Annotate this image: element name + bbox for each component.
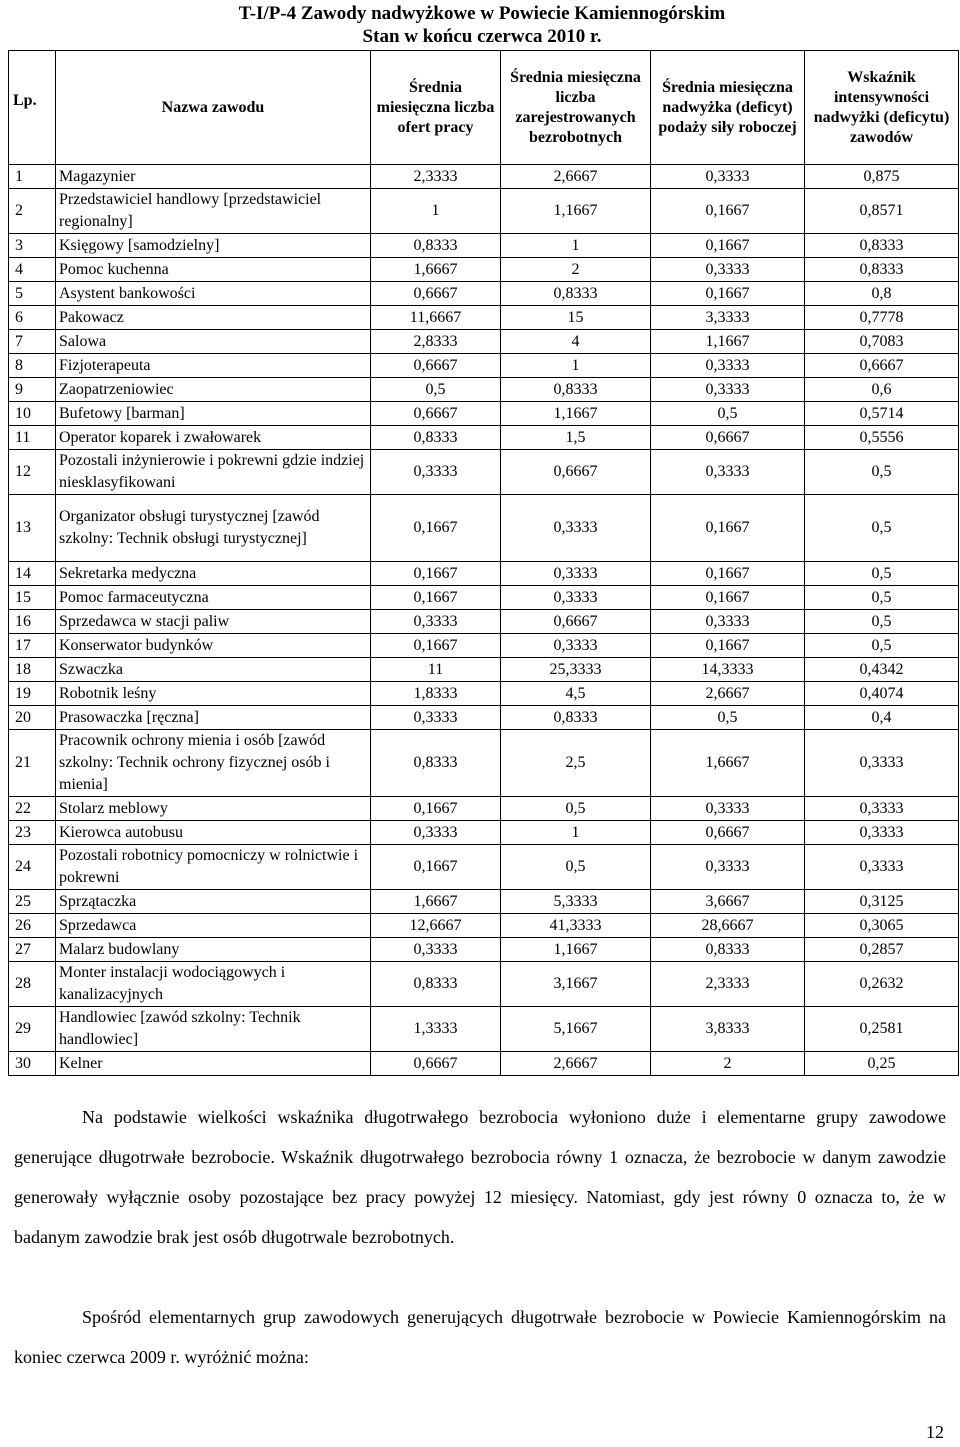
cell-registered: 41,3333 bbox=[501, 914, 651, 938]
table-row bbox=[9, 306, 959, 330]
table-row bbox=[9, 426, 959, 450]
cell-lp: 11 bbox=[9, 426, 56, 450]
paragraph-1: Na podstawie wielkości wskaźnika długotrwałego bezrobocia wyłoniono duże i elementarne grupy zawodowe generujące długotrwałe bezrobocie. Wskaźnik długotrwałego bezrobocia równy 1 oznacza, że bezrobocie w danym zawodzie generowały wyłącznie osoby pozostające bez pracy powyżej 12 miesięcy. Natomiast, gdy jest równy 0 oznacza to, że w badanym zawodzie brak jest osób długotrwale bezrobotnych. bbox=[14, 1107, 946, 1247]
cell-occupation-name: Organizator obsługi turystycznej [zawód szkolny: Technik obsługi turystycznej] bbox=[56, 495, 371, 562]
cell-occupation-name: Sprzątaczka bbox=[56, 890, 371, 914]
cell-lp: 15 bbox=[9, 586, 56, 610]
cell-surplus: 14,3333 bbox=[651, 658, 805, 682]
cell-offers: 0,3333 bbox=[371, 821, 501, 845]
cell-surplus: 1,6667 bbox=[651, 730, 805, 797]
cell-offers: 2,3333 bbox=[371, 165, 501, 189]
cell-occupation-name: Robotnik leśny bbox=[56, 682, 371, 706]
cell-surplus: 0,5 bbox=[651, 402, 805, 426]
cell-index: 0,5 bbox=[805, 586, 959, 610]
table-row bbox=[9, 378, 959, 402]
table-row bbox=[9, 258, 959, 282]
cell-occupation-name: Asystent bankowości bbox=[56, 282, 371, 306]
cell-lp: 18 bbox=[9, 658, 56, 682]
cell-offers: 11,6667 bbox=[371, 306, 501, 330]
cell-occupation-name: Pomoc kuchenna bbox=[56, 258, 371, 282]
cell-surplus: 3,6667 bbox=[651, 890, 805, 914]
cell-occupation-name: Pakowacz bbox=[56, 306, 371, 330]
cell-surplus: 2,6667 bbox=[651, 682, 805, 706]
table-row bbox=[9, 495, 959, 562]
cell-offers: 2,8333 bbox=[371, 330, 501, 354]
table-row bbox=[9, 586, 959, 610]
cell-registered: 0,8333 bbox=[501, 282, 651, 306]
cell-occupation-name: Pracownik ochrony mienia i osób [zawód szkolny: Technik ochrony fizycznej osób i mienia] bbox=[56, 730, 371, 797]
cell-occupation-name: Malarz budowlany bbox=[56, 938, 371, 962]
cell-offers: 1,6667 bbox=[371, 258, 501, 282]
cell-lp: 29 bbox=[9, 1007, 56, 1052]
cell-occupation-name: Operator koparek i zwałowarek bbox=[56, 426, 371, 450]
table-row bbox=[9, 962, 959, 1007]
cell-lp: 30 bbox=[9, 1052, 56, 1076]
cell-index: 0,875 bbox=[805, 165, 959, 189]
table-header-row bbox=[9, 51, 959, 165]
header-index: Wskaźnik intensywności nadwyżki (deficytu) zawodów bbox=[805, 51, 959, 165]
header-registered: Średnia miesięczna liczba zarejestrowanych bezrobotnych bbox=[501, 51, 651, 165]
cell-occupation-name: Magazynier bbox=[56, 165, 371, 189]
cell-index: 0,6667 bbox=[805, 354, 959, 378]
cell-offers: 0,1667 bbox=[371, 634, 501, 658]
cell-index: 0,8333 bbox=[805, 258, 959, 282]
cell-surplus: 1,1667 bbox=[651, 330, 805, 354]
cell-surplus: 3,3333 bbox=[651, 306, 805, 330]
cell-registered: 0,6667 bbox=[501, 450, 651, 495]
cell-registered: 3,1667 bbox=[501, 962, 651, 1007]
table-row bbox=[9, 845, 959, 890]
table-row bbox=[9, 658, 959, 682]
cell-occupation-name: Pozostali inżynierowie i pokrewni gdzie indziej niesklasyfikowani bbox=[56, 450, 371, 495]
title-line-1: T-I/P-4 Zawody nadwyżkowe w Powiecie Kamiennogórskim bbox=[238, 3, 726, 24]
cell-lp: 12 bbox=[9, 450, 56, 495]
table-row bbox=[9, 682, 959, 706]
cell-lp: 10 bbox=[9, 402, 56, 426]
table-row bbox=[9, 1052, 959, 1076]
cell-offers: 0,5 bbox=[371, 378, 501, 402]
cell-index: 0,3333 bbox=[805, 845, 959, 890]
cell-lp: 16 bbox=[9, 610, 56, 634]
cell-lp: 5 bbox=[9, 282, 56, 306]
cell-offers: 11 bbox=[371, 658, 501, 682]
cell-registered: 2,6667 bbox=[501, 1052, 651, 1076]
cell-occupation-name: Pomoc farmaceutyczna bbox=[56, 586, 371, 610]
cell-lp: 13 bbox=[9, 495, 56, 562]
cell-occupation-name: Prasowaczka [ręczna] bbox=[56, 706, 371, 730]
cell-offers: 12,6667 bbox=[371, 914, 501, 938]
cell-occupation-name: Salowa bbox=[56, 330, 371, 354]
table-row bbox=[9, 706, 959, 730]
cell-registered: 0,8333 bbox=[501, 378, 651, 402]
cell-occupation-name: Księgowy [samodzielny] bbox=[56, 234, 371, 258]
cell-offers: 0,6667 bbox=[371, 402, 501, 426]
cell-index: 0,8571 bbox=[805, 189, 959, 234]
cell-occupation-name: Sekretarka medyczna bbox=[56, 562, 371, 586]
cell-index: 0,3125 bbox=[805, 890, 959, 914]
cell-offers: 0,1667 bbox=[371, 495, 501, 562]
cell-registered: 0,8333 bbox=[501, 706, 651, 730]
cell-registered: 0,3333 bbox=[501, 562, 651, 586]
cell-registered: 0,6667 bbox=[501, 610, 651, 634]
table-title bbox=[182, 2, 782, 48]
cell-offers: 0,8333 bbox=[371, 234, 501, 258]
cell-lp: 2 bbox=[9, 189, 56, 234]
cell-registered: 2,5 bbox=[501, 730, 651, 797]
cell-registered: 1,1667 bbox=[501, 402, 651, 426]
header-surplus: Średnia miesięczna nadwyżka (deficyt) podaży siły roboczej bbox=[651, 51, 805, 165]
cell-index: 0,5 bbox=[805, 450, 959, 495]
cell-lp: 17 bbox=[9, 634, 56, 658]
cell-index: 0,4 bbox=[805, 706, 959, 730]
cell-offers: 0,3333 bbox=[371, 706, 501, 730]
table-row bbox=[9, 402, 959, 426]
cell-registered: 25,3333 bbox=[501, 658, 651, 682]
cell-occupation-name: Stolarz meblowy bbox=[56, 797, 371, 821]
cell-lp: 24 bbox=[9, 845, 56, 890]
cell-offers: 1 bbox=[371, 189, 501, 234]
cell-offers: 1,8333 bbox=[371, 682, 501, 706]
table-row bbox=[9, 610, 959, 634]
header-offers: Średnia miesięczna liczba ofert pracy bbox=[371, 51, 501, 165]
cell-registered: 1,1667 bbox=[501, 189, 651, 234]
cell-offers: 0,1667 bbox=[371, 586, 501, 610]
cell-lp: 4 bbox=[9, 258, 56, 282]
cell-lp: 8 bbox=[9, 354, 56, 378]
table-row bbox=[9, 562, 959, 586]
cell-index: 0,5 bbox=[805, 610, 959, 634]
cell-registered: 4,5 bbox=[501, 682, 651, 706]
cell-registered: 1 bbox=[501, 821, 651, 845]
cell-registered: 2,6667 bbox=[501, 165, 651, 189]
cell-offers: 0,3333 bbox=[371, 450, 501, 495]
cell-lp: 3 bbox=[9, 234, 56, 258]
cell-surplus: 2,3333 bbox=[651, 962, 805, 1007]
table-row bbox=[9, 1007, 959, 1052]
cell-registered: 2 bbox=[501, 258, 651, 282]
cell-surplus: 0,3333 bbox=[651, 354, 805, 378]
table-row bbox=[9, 821, 959, 845]
cell-offers: 0,1667 bbox=[371, 562, 501, 586]
cell-lp: 23 bbox=[9, 821, 56, 845]
cell-registered: 0,3333 bbox=[501, 495, 651, 562]
cell-registered: 1 bbox=[501, 234, 651, 258]
cell-index: 0,5556 bbox=[805, 426, 959, 450]
cell-surplus: 28,6667 bbox=[651, 914, 805, 938]
cell-index: 0,5 bbox=[805, 495, 959, 562]
table-row bbox=[9, 165, 959, 189]
cell-surplus: 0,1667 bbox=[651, 562, 805, 586]
cell-surplus: 0,1667 bbox=[651, 495, 805, 562]
cell-lp: 7 bbox=[9, 330, 56, 354]
table-row bbox=[9, 890, 959, 914]
cell-lp: 27 bbox=[9, 938, 56, 962]
cell-surplus: 0,3333 bbox=[651, 165, 805, 189]
cell-registered: 0,3333 bbox=[501, 586, 651, 610]
table-body bbox=[9, 165, 959, 1076]
cell-surplus: 0,1667 bbox=[651, 634, 805, 658]
cell-registered: 15 bbox=[501, 306, 651, 330]
table-row bbox=[9, 797, 959, 821]
page-number: 12 bbox=[926, 1422, 944, 1442]
cell-surplus: 0,1667 bbox=[651, 234, 805, 258]
cell-occupation-name: Monter instalacji wodociągowych i kanalizacyjnych bbox=[56, 962, 371, 1007]
cell-surplus: 0,3333 bbox=[651, 450, 805, 495]
cell-offers: 0,8333 bbox=[371, 962, 501, 1007]
cell-offers: 0,6667 bbox=[371, 282, 501, 306]
cell-index: 0,7083 bbox=[805, 330, 959, 354]
cell-index: 0,4074 bbox=[805, 682, 959, 706]
table-row bbox=[9, 730, 959, 797]
cell-lp: 9 bbox=[9, 378, 56, 402]
cell-index: 0,25 bbox=[805, 1052, 959, 1076]
cell-index: 0,6 bbox=[805, 378, 959, 402]
table-row bbox=[9, 189, 959, 234]
cell-surplus: 0,1667 bbox=[651, 282, 805, 306]
table-row bbox=[9, 938, 959, 962]
cell-lp: 26 bbox=[9, 914, 56, 938]
cell-lp: 14 bbox=[9, 562, 56, 586]
cell-occupation-name: Fizjoterapeuta bbox=[56, 354, 371, 378]
cell-occupation-name: Kierowca autobusu bbox=[56, 821, 371, 845]
cell-occupation-name: Bufetowy [barman] bbox=[56, 402, 371, 426]
cell-index: 0,2581 bbox=[805, 1007, 959, 1052]
cell-index: 0,8333 bbox=[805, 234, 959, 258]
table-row bbox=[9, 354, 959, 378]
cell-index: 0,2857 bbox=[805, 938, 959, 962]
cell-registered: 0,5 bbox=[501, 845, 651, 890]
cell-lp: 6 bbox=[9, 306, 56, 330]
occupations-table bbox=[8, 50, 959, 1076]
table-row bbox=[9, 914, 959, 938]
header-lp: Lp. bbox=[9, 51, 56, 165]
cell-offers: 1,3333 bbox=[371, 1007, 501, 1052]
cell-lp: 25 bbox=[9, 890, 56, 914]
cell-registered: 1,1667 bbox=[501, 938, 651, 962]
cell-occupation-name: Sprzedawca w stacji paliw bbox=[56, 610, 371, 634]
table-row bbox=[9, 282, 959, 306]
cell-surplus: 2 bbox=[651, 1052, 805, 1076]
title-line-2: Stan w końcu czerwca 2010 r. bbox=[362, 26, 602, 47]
cell-lp: 19 bbox=[9, 682, 56, 706]
table-row bbox=[9, 450, 959, 495]
cell-surplus: 0,3333 bbox=[651, 610, 805, 634]
cell-index: 0,8 bbox=[805, 282, 959, 306]
header-name: Nazwa zawodu bbox=[56, 51, 371, 165]
cell-surplus: 0,1667 bbox=[651, 189, 805, 234]
cell-occupation-name: Zaopatrzeniowiec bbox=[56, 378, 371, 402]
cell-offers: 0,6667 bbox=[371, 1052, 501, 1076]
cell-surplus: 0,6667 bbox=[651, 821, 805, 845]
cell-offers: 0,1667 bbox=[371, 797, 501, 821]
cell-lp: 22 bbox=[9, 797, 56, 821]
cell-registered: 1,5 bbox=[501, 426, 651, 450]
cell-surplus: 0,3333 bbox=[651, 378, 805, 402]
cell-offers: 0,8333 bbox=[371, 426, 501, 450]
cell-index: 0,2632 bbox=[805, 962, 959, 1007]
cell-surplus: 0,3333 bbox=[651, 797, 805, 821]
cell-occupation-name: Handlowiec [zawód szkolny: Technik handlowiec] bbox=[56, 1007, 371, 1052]
cell-registered: 0,3333 bbox=[501, 634, 651, 658]
cell-offers: 0,3333 bbox=[371, 938, 501, 962]
cell-lp: 21 bbox=[9, 730, 56, 797]
cell-index: 0,3333 bbox=[805, 730, 959, 797]
cell-registered: 5,3333 bbox=[501, 890, 651, 914]
cell-index: 0,4342 bbox=[805, 658, 959, 682]
cell-index: 0,3333 bbox=[805, 821, 959, 845]
cell-registered: 4 bbox=[501, 330, 651, 354]
cell-occupation-name: Pozostali robotnicy pomocniczy w rolnictwie i pokrewni bbox=[56, 845, 371, 890]
cell-index: 0,5 bbox=[805, 562, 959, 586]
cell-registered: 5,1667 bbox=[501, 1007, 651, 1052]
cell-occupation-name: Sprzedawca bbox=[56, 914, 371, 938]
cell-offers: 0,1667 bbox=[371, 845, 501, 890]
cell-registered: 0,5 bbox=[501, 797, 651, 821]
cell-surplus: 0,3333 bbox=[651, 845, 805, 890]
cell-index: 0,5714 bbox=[805, 402, 959, 426]
cell-surplus: 0,1667 bbox=[651, 586, 805, 610]
cell-registered: 1 bbox=[501, 354, 651, 378]
cell-lp: 1 bbox=[9, 165, 56, 189]
cell-offers: 0,3333 bbox=[371, 610, 501, 634]
cell-occupation-name: Konserwator budynków bbox=[56, 634, 371, 658]
cell-surplus: 0,6667 bbox=[651, 426, 805, 450]
cell-surplus: 0,3333 bbox=[651, 258, 805, 282]
cell-occupation-name: Kelner bbox=[56, 1052, 371, 1076]
table-row bbox=[9, 330, 959, 354]
cell-lp: 20 bbox=[9, 706, 56, 730]
cell-offers: 0,6667 bbox=[371, 354, 501, 378]
paragraph-2: Spośród elementarnych grup zawodowych generujących długotrwałe bezrobocie w Powiecie Kamiennogórskim na koniec czerwca 2009 r. wyróżnić można: bbox=[14, 1307, 946, 1367]
cell-index: 0,3065 bbox=[805, 914, 959, 938]
table-row bbox=[9, 634, 959, 658]
cell-surplus: 3,8333 bbox=[651, 1007, 805, 1052]
cell-offers: 1,6667 bbox=[371, 890, 501, 914]
cell-surplus: 0,5 bbox=[651, 706, 805, 730]
cell-index: 0,3333 bbox=[805, 797, 959, 821]
cell-occupation-name: Przedstawiciel handlowy [przedstawiciel regionalny] bbox=[56, 189, 371, 234]
cell-occupation-name: Szwaczka bbox=[56, 658, 371, 682]
cell-surplus: 0,8333 bbox=[651, 938, 805, 962]
cell-index: 0,7778 bbox=[805, 306, 959, 330]
cell-offers: 0,8333 bbox=[371, 730, 501, 797]
cell-lp: 28 bbox=[9, 962, 56, 1007]
cell-index: 0,5 bbox=[805, 634, 959, 658]
table-row bbox=[9, 234, 959, 258]
